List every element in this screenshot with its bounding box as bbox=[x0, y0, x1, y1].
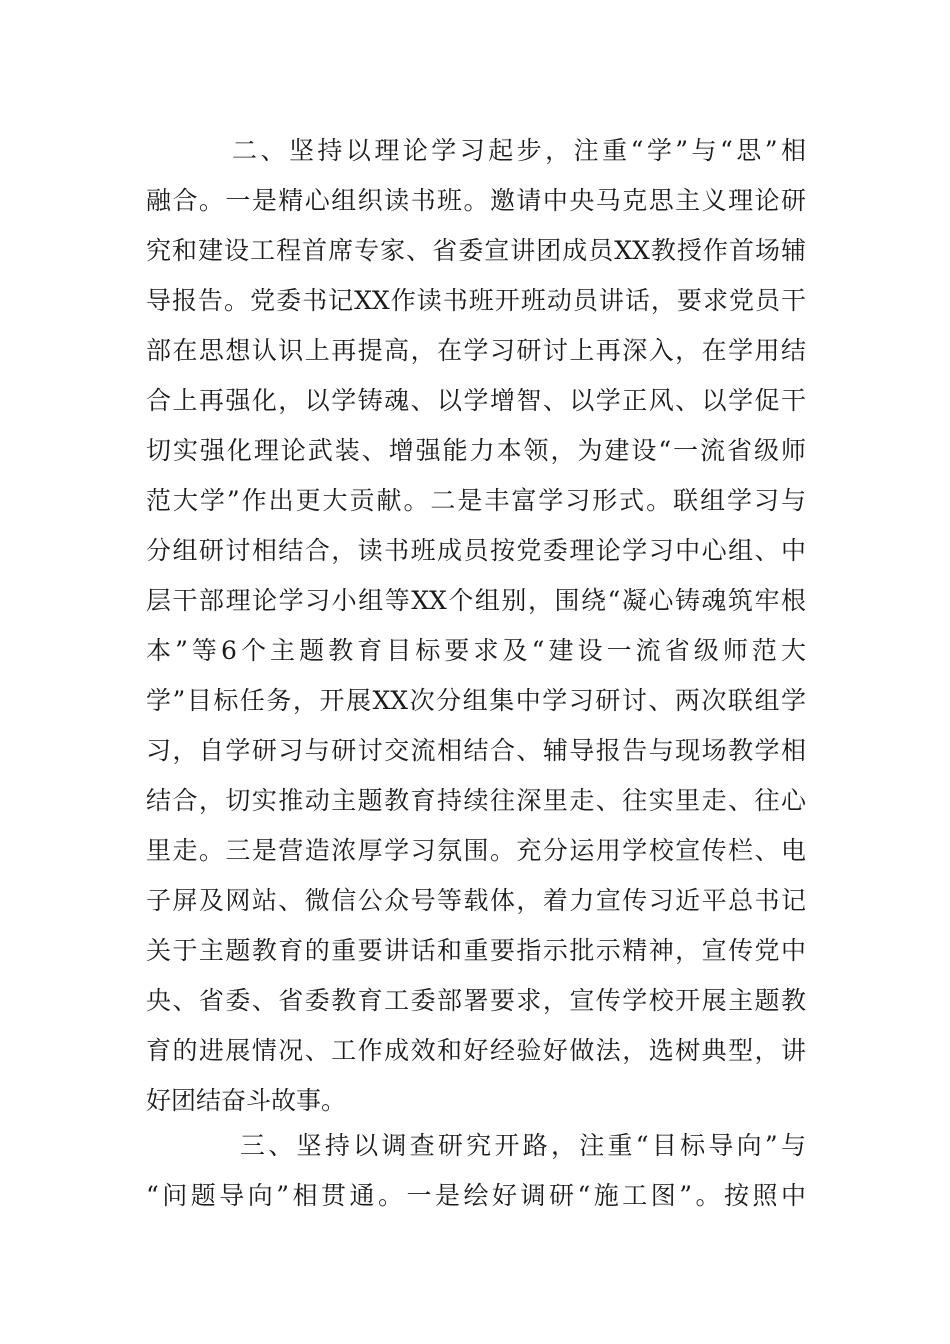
paragraph-2-line-11: 本”等6个主题教育目标要求及“建设一流省级师范大 bbox=[146, 636, 806, 665]
paragraph-2-line-1: 二、坚持以理论学习起步，注重“学”与“思”相 bbox=[232, 136, 806, 165]
paragraph-2-line-5: 部在思想认识上再提高，在学习研讨上再深入，在学用结 bbox=[146, 336, 806, 365]
paragraph-2-line-15: 里走。三是营造浓厚学习氛围。充分运用学校宣传栏、电 bbox=[146, 836, 806, 865]
paragraph-2-line-8: 范大学”作出更大贡献。二是丰富学习形式。联组学习与 bbox=[146, 486, 806, 515]
paragraph-2-line-2: 融合。一是精心组织读书班。邀请中央马克思主义理论研 bbox=[146, 186, 806, 215]
paragraph-3-line-1: 三、坚持以调查研究开路，注重“目标导向”与 bbox=[240, 1131, 806, 1160]
paragraph-2-line-9: 分组研讨相结合，读书班成员按党委理论学习中心组、中 bbox=[146, 536, 806, 565]
paragraph-2-line-6: 合上再强化，以学铸魂、以学增智、以学正风、以学促干 bbox=[146, 386, 806, 415]
paragraph-2-line-18: 央、省委、省委教育工委部署要求，宣传学校开展主题教 bbox=[146, 986, 806, 1015]
paragraph-2-line-14: 结合，切实推动主题教育持续往深里走、往实里走、往心 bbox=[146, 786, 806, 815]
paragraph-2-line-4: 导报告。党委书记XX作读书班开班动员讲话，要求党员干 bbox=[146, 286, 806, 315]
paragraph-2-line-10: 层干部理论学习小组等XX个组别，围绕“凝心铸魂筑牢根 bbox=[146, 586, 806, 615]
paragraph-2-line-3: 究和建设工程首席专家、省委宣讲团成员XX教授作首场辅 bbox=[146, 236, 806, 265]
paragraph-3-line-2: “问题导向”相贯通。一是绘好调研“施工图”。按照中 bbox=[146, 1181, 806, 1210]
paragraph-2-line-12: 学”目标任务，开展XX次分组集中学习研讨、两次联组学 bbox=[146, 686, 806, 715]
paragraph-2-line-19: 育的进展情况、工作成效和好经验好做法，选树典型，讲 bbox=[146, 1036, 806, 1065]
paragraph-2-line-17: 关于主题教育的重要讲话和重要指示批示精神，宣传党中 bbox=[146, 936, 806, 965]
paragraph-2-line-13: 习，自学研习与研讨交流相结合、辅导报告与现场教学相 bbox=[146, 736, 806, 765]
paragraph-2-line-7: 切实强化理论武装、增强能力本领，为建设“一流省级师 bbox=[146, 436, 806, 465]
paragraph-2-line-16: 子屏及网站、微信公众号等载体，着力宣传习近平总书记 bbox=[146, 886, 806, 915]
paragraph-2-line-20: 好团结奋斗故事。 bbox=[146, 1086, 347, 1115]
